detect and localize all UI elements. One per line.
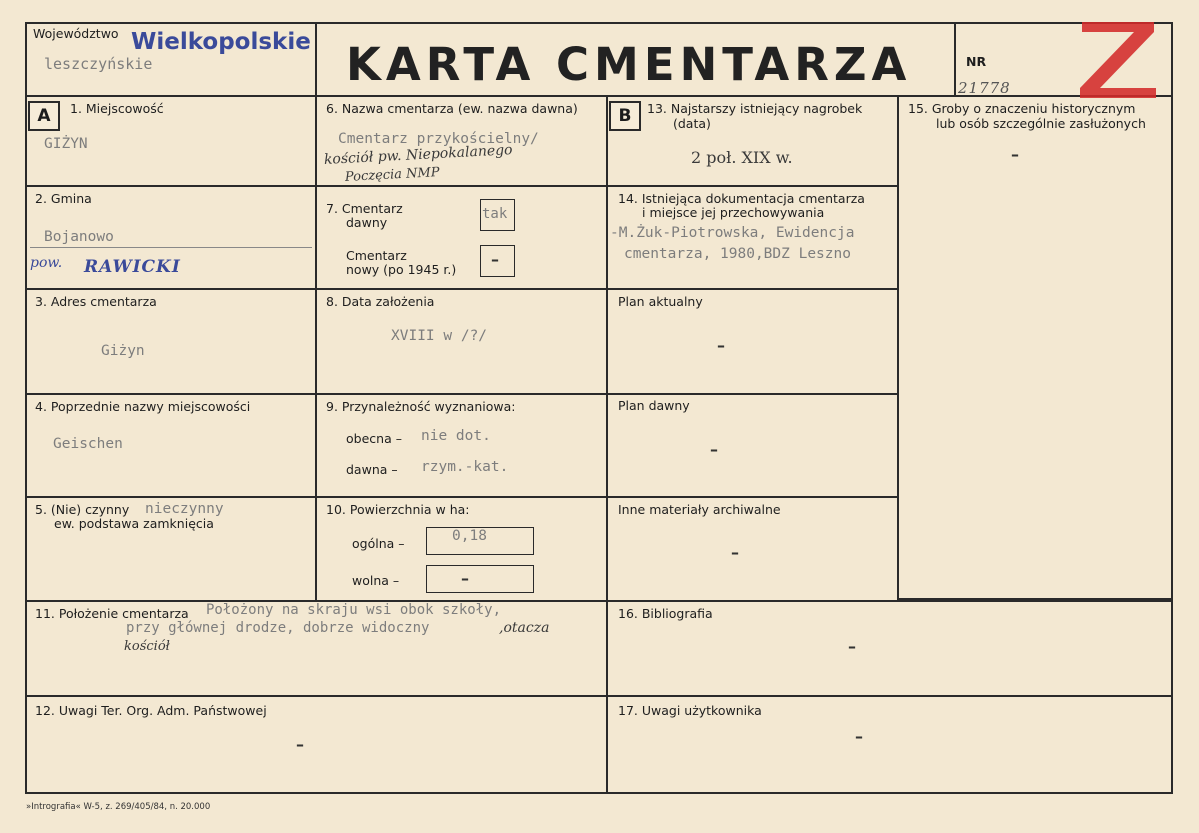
plan-dawny-label: Plan dawny bbox=[618, 398, 690, 413]
f2-label: 2. Gmina bbox=[35, 191, 92, 206]
f11-hand-2: kościół bbox=[124, 639, 170, 654]
f9-obecna-value: nie dot. bbox=[421, 428, 491, 444]
f12-label: 12. Uwagi Ter. Org. Adm. Państwowej bbox=[35, 703, 267, 718]
f3-value: Giżyn bbox=[101, 343, 145, 359]
f7-label: 7. Cmentarz bbox=[326, 201, 403, 216]
section-b-marker: B bbox=[609, 101, 641, 131]
f10-label: 10. Powierzchnia w ha: bbox=[326, 502, 470, 517]
f4-value: Geischen bbox=[53, 436, 123, 452]
f11-label: 11. Położenie cmentarza bbox=[35, 606, 189, 621]
divider-r3 bbox=[25, 393, 898, 395]
page-title: KARTA CMENTARZA bbox=[346, 38, 912, 91]
f10-wolna-label: wolna – bbox=[352, 573, 400, 588]
plan-aktualny-value: – bbox=[717, 336, 725, 355]
gmina-underline bbox=[30, 247, 312, 248]
f15-label-2: lub osób szczególnie zasłużonych bbox=[936, 116, 1146, 131]
f10-ogolna-value: 0,18 bbox=[452, 528, 487, 544]
f7-nowy-label-2: nowy (po 1945 r.) bbox=[346, 262, 457, 277]
f9-label: 9. Przynależność wyznaniowa: bbox=[326, 399, 516, 414]
inne-label: Inne materiały archiwalne bbox=[618, 502, 781, 517]
f10-wolna-value: – bbox=[461, 569, 469, 588]
f2-pow-prefix: pow. bbox=[30, 255, 63, 271]
f16-label: 16. Bibliografia bbox=[618, 606, 713, 621]
f16-value: – bbox=[848, 637, 856, 656]
header-col-1 bbox=[315, 22, 317, 97]
wojewodztwo-old: leszczyńskie bbox=[44, 55, 153, 73]
f12-value: – bbox=[296, 735, 304, 754]
f5-label-1: 5. (Nie) czynny bbox=[35, 502, 130, 517]
wojewodztwo-label: Województwo bbox=[33, 26, 119, 41]
col-b bbox=[606, 95, 608, 794]
f4-label: 4. Poprzednie nazwy miejscowości bbox=[35, 399, 251, 414]
f7-dawny-value: tak bbox=[482, 206, 508, 222]
inne-value: – bbox=[731, 543, 739, 562]
f14-line-1: -M.Żuk-Piotrowska, Ewidencja bbox=[610, 225, 855, 241]
divider-r1 bbox=[25, 185, 898, 187]
wojewodztwo-stamp: Wielkopolskie bbox=[131, 29, 311, 55]
f1-value: GIŻYN bbox=[44, 136, 88, 152]
f14-label-1: 14. Istniejąca dokumentacja cmentarza bbox=[618, 191, 865, 206]
f1-label: 1. Miejscowość bbox=[70, 101, 164, 116]
f10-ogolna-label: ogólna – bbox=[352, 536, 405, 551]
section-a-marker: A bbox=[28, 101, 60, 131]
f13-label-2: (data) bbox=[673, 116, 711, 131]
f15-value: – bbox=[1011, 145, 1019, 164]
f5-label-2: ew. podstawa zamknięcia bbox=[54, 516, 214, 531]
f6-hand-2: Poczęcia NMP bbox=[344, 165, 440, 185]
f11-line-2: przy głównej drodze, dobrze widoczny bbox=[126, 620, 430, 636]
f14-label-2: i miejsce jej przechowywania bbox=[642, 205, 825, 220]
f8-value: XVIII w /?/ bbox=[391, 328, 488, 344]
f14-line-2: cmentarza, 1980,BDZ Leszno bbox=[624, 246, 851, 262]
z-stamp-icon bbox=[1078, 16, 1160, 100]
f3-label: 3. Adres cmentarza bbox=[35, 294, 157, 309]
divider-r4 bbox=[25, 496, 898, 498]
col-a bbox=[315, 95, 317, 602]
f7-nowy-label-1: Cmentarz bbox=[346, 248, 407, 263]
f6-label: 6. Nazwa cmentarza (ew. nazwa dawna) bbox=[326, 101, 578, 116]
f17-value: – bbox=[855, 727, 863, 746]
f7-dawny-label: dawny bbox=[346, 215, 388, 230]
divider-r5 bbox=[25, 600, 1173, 602]
f15-divider bbox=[899, 598, 1173, 600]
f11-line-1: Położony na skraju wsi obok szkoły, bbox=[206, 602, 502, 618]
f6-hand-1: kościół pw. Niepokalanego bbox=[323, 142, 513, 168]
border-bottom bbox=[25, 792, 1173, 794]
f11-hand-1: ,otacza bbox=[499, 620, 550, 636]
f9-dawna-value: rzym.-kat. bbox=[421, 459, 509, 475]
f9-dawna-label: dawna – bbox=[346, 462, 398, 477]
col-c bbox=[897, 95, 899, 602]
footer-print-info: »Intrografia« W-5, z. 269/405/84, n. 20.000 bbox=[26, 802, 211, 812]
f17-label: 17. Uwagi użytkownika bbox=[618, 703, 762, 718]
f15-label-1: 15. Groby o znaczeniu historycznym bbox=[908, 101, 1136, 116]
plan-dawny-value: – bbox=[710, 440, 718, 459]
divider-r6 bbox=[25, 695, 1173, 697]
f13-value: 2 poł. XIX w. bbox=[691, 148, 793, 167]
nr-value: 21778 bbox=[958, 79, 1011, 97]
divider-r2 bbox=[25, 288, 898, 290]
f2-value: Bojanowo bbox=[44, 229, 114, 245]
f5-value: nieczynny bbox=[145, 501, 224, 517]
nr-label: NR bbox=[966, 54, 987, 69]
border-right bbox=[1171, 22, 1173, 794]
header-col-2 bbox=[954, 22, 956, 97]
border-top bbox=[25, 22, 1173, 24]
f6-value: Cmentarz przykościelny/ bbox=[338, 131, 539, 147]
f13-label-1: 13. Najstarszy istniejący nagrobek bbox=[647, 101, 863, 116]
f9-obecna-label: obecna – bbox=[346, 431, 402, 446]
border-left bbox=[25, 22, 27, 794]
f7-nowy-value: – bbox=[491, 250, 499, 269]
f2-pow-value: RAWICKI bbox=[84, 257, 181, 277]
f10-wolna-box bbox=[426, 565, 534, 593]
plan-aktualny-label: Plan aktualny bbox=[618, 294, 703, 309]
f8-label: 8. Data założenia bbox=[326, 294, 435, 309]
